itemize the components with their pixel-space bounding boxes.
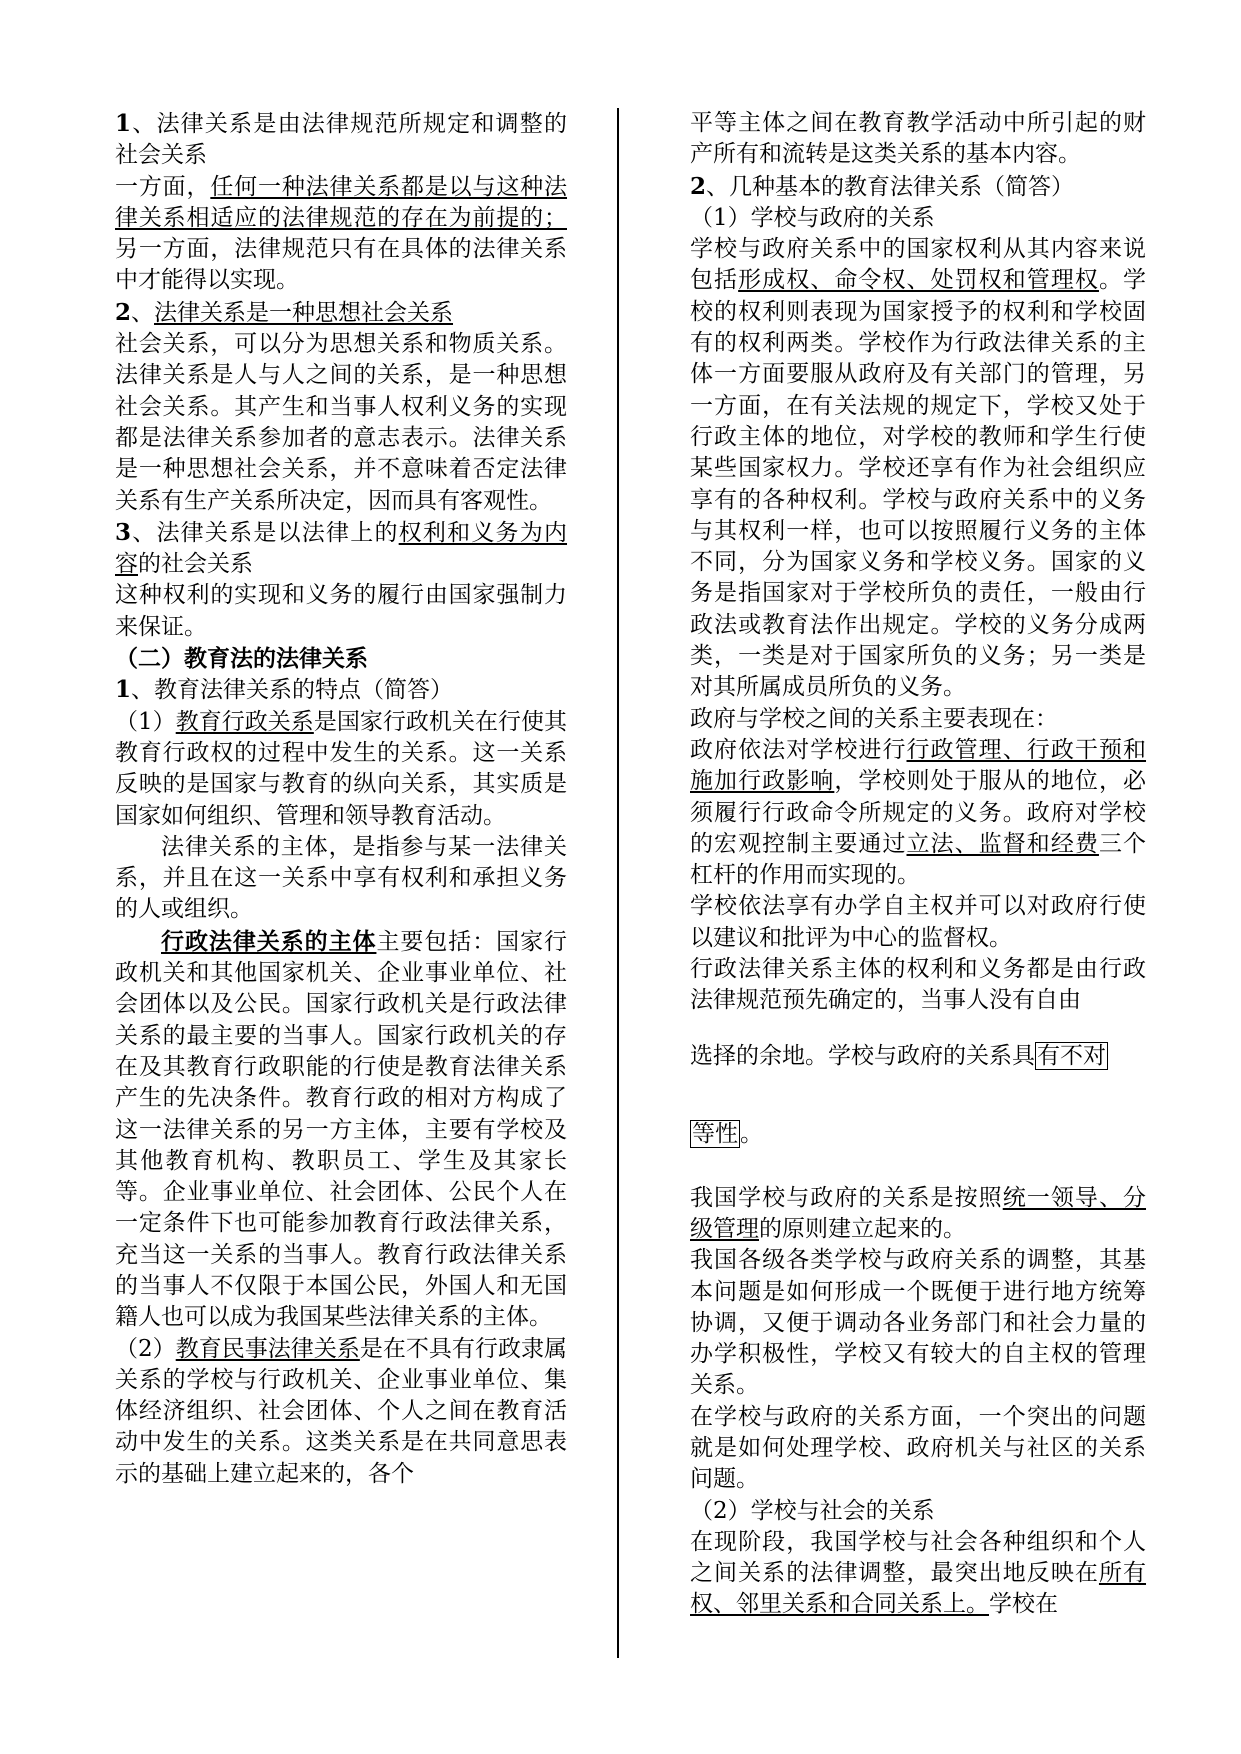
paragraph-government-control: 政府依法对学校进行行政管理、行政干预和施加行政影响，学校则处于服从的地位，必须履行行政命令所规定的义务。政府对学校的宏观控制主要通过立法、监督和经费三个杠杆的作用而实现的。 <box>690 736 1147 889</box>
heading-thought-social-relation: 2、法律关系是一种思想社会关系 <box>115 298 454 326</box>
paragraph-legal-norm-premise: 一方面，任何一种法律关系都是以与这种法律关系相适应的法律规范的存在为前提的；另一方面，法律规范只有在具体的法律关系中才能得以实现。 <box>115 173 568 294</box>
left-column <box>115 108 567 1490</box>
paragraph-equal-subjects: 平等主体之间在教育教学活动中所引起的财产所有和流转是这类关系的基本内容。 <box>690 110 1146 168</box>
paragraph-education-civil-relation: （2）教育民事法律关系是在不具有行政隶属关系的学校与行政机关、企业事业单位、集体经济组织、社会团体、个人之间在教育活动中发生的关系。这类关系是在共同意思表示的基础上建立起来的，各个 <box>115 1335 568 1487</box>
subheading-school-society: （2）学校与社会的关系 <box>690 1497 935 1524</box>
heading-basic-relations: 2、几种基本的教育法律关系（简答） <box>690 172 1075 200</box>
paragraph-legal-adjustment: 在现阶段，我国学校与社会各种组织和个人之间关系的法律调整，最突出地反映在所有权、邻里关系和合同关系上。学校在 <box>690 1528 1147 1618</box>
boxed-text-inequality-1: 有不对 <box>1037 1042 1106 1069</box>
paragraph-community-relations: 在学校与政府的关系方面，一个突出的问题就是如何处理学校、政府机关与社区的关系问题。 <box>690 1403 1146 1493</box>
right-column <box>690 108 1146 1621</box>
heading-legal-relation-regulated: 1、法律关系是由法律规范所规定和调整的社会关系 <box>115 110 567 169</box>
paragraph-inequality-line1: 选择的余地。学校与政府的关系具有不对 <box>690 1042 1106 1069</box>
paragraph-unified-leadership: 我国学校与政府的关系是按照统一领导、分级管理的原则建立起来的。 <box>690 1184 1147 1242</box>
paragraph-adjustment-issue: 我国各级各类学校与政府关系的调整，其基本问题是如何形成一个既便于进行地方统筹协调，又便于调动各业务部门和社会力量的办学积极性，学校又有较大的自主权的管理关系。 <box>690 1247 1146 1399</box>
heading-characteristics: 1、教育法律关系的特点（简答） <box>115 676 454 704</box>
paragraph-social-relations: 社会关系，可以分为思想关系和物质关系。法律关系是人与人之间的关系，是一种思想社会关系。其产生和当事人权利义务的实现都是法律关系参加者的意志表示。法律关系是一种思想社会关系，并不意味着否定法律关系有生产关系所决定，因而具有客观性。 <box>115 331 567 514</box>
heading-rights-and-duties: 3、法律关系是以法律上的权利和义务为内容的社会关系 <box>115 518 568 578</box>
paragraph-school-autonomy: 学校依法享有办学自主权并可以对政府行使以建议和批评为中心的监督权。 <box>690 893 1146 951</box>
column-divider <box>617 108 619 1658</box>
subheading-school-government: （1）学校与政府的关系 <box>690 204 935 231</box>
paragraph-state-enforcement: 这种权利的实现和义务的履行由国家强制力来保证。 <box>115 582 567 640</box>
paragraph-administrative-subjects: 行政法律关系的主体主要包括：国家行政机关和其他国家机关、企业事业单位、社会团体以及公民。国家行政机关是行政法律关系的最主要的当事人。国家行政机关的存在及其教育行政职能的行使是教育法律关系产生的先决条件。教育行政的相对方构成了这一法律关系的另一方主体，主要有学校及其他教育机构、教职员工、学生及其家长等。企业事业单位、社会团体、公民个人在一定条件下也可能参加教育行政法律关系，充当这一关系的当事人。教育行政法律关系的当事人不仅限于本国公民，外国人和无国籍人也可以成为我国某些法律关系的主体。 <box>115 927 567 1331</box>
paragraph-state-rights: 学校与政府关系中的国家权利从其内容来说包括形成权、命令权、处罚权和管理权。学校的权利则表现为国家授予的权利和学校固有的权利两类。学校作为行政法律关系的主体一方面要服从政府及有关部门的管理，另一方面，在有关法规的规定下，学校又处于行政主体的地位，对学校的教师和学生行使某些国家权力。学校还享有作为社会组织应享有的各种权利。学校与政府关系中的义务与其权利一样，也可以按照履行义务的主体不同，分为国家义务和学校义务。国家的义务是指国家对于学校所负的责任，一般由行政法或教育法作出规定。学校的义务分成两类，一类是对于国家所负的义务；另一类是对其所属成员所负的义务。 <box>690 236 1147 701</box>
paragraph-relation-intro: 政府与学校之间的关系主要表现在： <box>690 705 1058 732</box>
paragraph-inequality-line2: 等性。 <box>692 1120 763 1147</box>
paragraph-predetermined-rights: 行政法律关系主体的权利和义务都是由行政法律规范预先确定的，当事人没有自由 <box>690 956 1146 1014</box>
boxed-text-inequality-2: 等性 <box>692 1120 738 1147</box>
paragraph-subject-definition: 法律关系的主体，是指参与某一法律关系，并且在这一关系中享有权利和承担义务的人或组织。 <box>115 833 567 923</box>
paragraph-education-administrative-relation: （1）教育行政关系是国家行政机关在行使其教育行政权的过程中发生的关系。这一关系反映的是国家与教育的纵向关系，其实质是国家如何组织、管理和领导教育活动。 <box>115 708 568 829</box>
section-heading-education-law-relations: （二）教育法的法律关系 <box>115 645 368 673</box>
